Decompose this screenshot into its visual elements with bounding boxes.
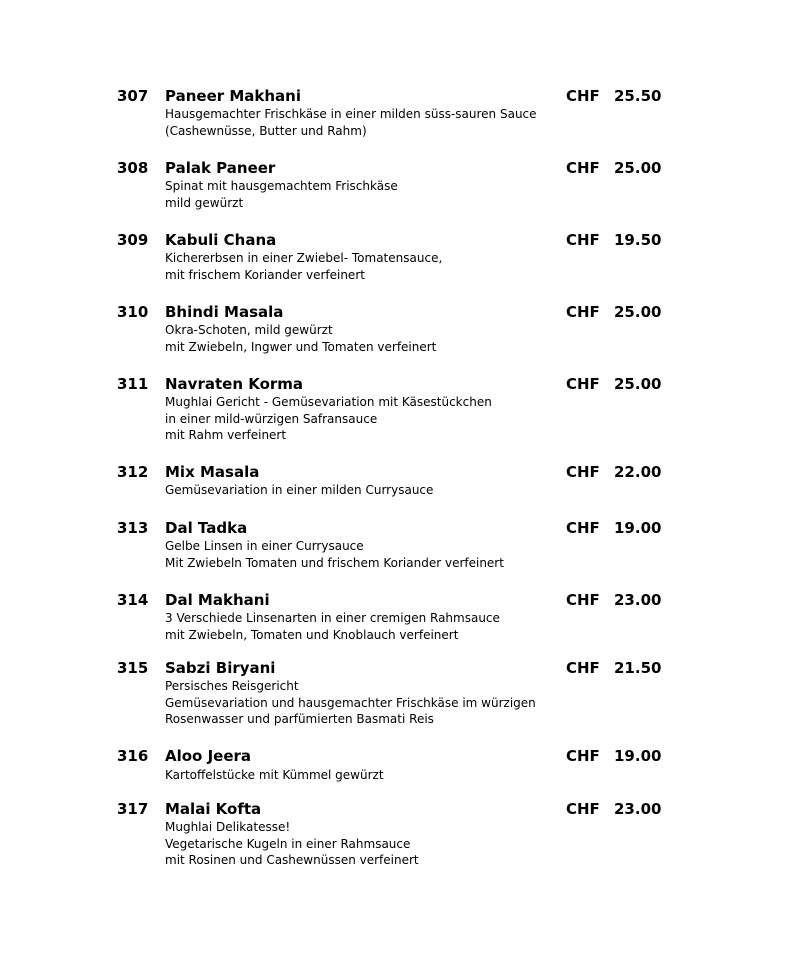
- description-line: Gelbe Linsen in einer Currysauce: [165, 539, 364, 553]
- description-line: 3 Verschiede Linsenarten in einer cremigen Rahmsauce: [165, 611, 500, 625]
- item-price: 19.50: [614, 231, 662, 249]
- item-price: 25.50: [614, 87, 662, 105]
- description-line: mit Rahm verfeinert: [165, 428, 287, 442]
- item-number: 309: [117, 231, 149, 249]
- item-price: 19.00: [614, 519, 662, 537]
- description-line: Persisches Reisgericht: [165, 679, 299, 693]
- item-price: 21.50: [614, 659, 662, 677]
- description-line: Kartoffelstücke mit Kümmel gewürzt: [165, 768, 384, 782]
- item-name: Malai Kofta: [165, 800, 262, 818]
- description-line: mit Rosinen und Cashewnüssen verfeinert: [165, 853, 419, 867]
- item-name: Navraten Korma: [165, 375, 304, 393]
- description-line: mit frischem Koriander verfeinert: [165, 267, 365, 282]
- item-description: [165, 819, 419, 869]
- item-price: 23.00: [614, 800, 662, 818]
- item-description: [165, 610, 500, 643]
- item-number: 316: [117, 747, 149, 765]
- item-currency: CHF: [566, 800, 600, 818]
- item-number: 314: [117, 591, 149, 609]
- description-line: Hausgemachter Frischkäse in einer milden süss-sauren Sauce: [165, 107, 537, 121]
- description-line: Kichererbsen in einer Zwiebel- Tomatensauce,: [165, 251, 443, 265]
- description-line: mit Zwiebeln, Ingwer und Tomaten verfeinert: [165, 339, 437, 354]
- item-price: 19.00: [614, 747, 662, 765]
- item-description: [165, 678, 536, 728]
- item-description: [165, 178, 398, 211]
- item-number: 311: [117, 375, 149, 393]
- item-name: Palak Paneer: [165, 159, 276, 177]
- description-line: mit Zwiebeln, Tomaten und Knoblauch verfeinert: [165, 627, 459, 642]
- item-price: 25.00: [614, 375, 662, 393]
- item-currency: CHF: [566, 231, 600, 249]
- item-currency: CHF: [566, 659, 600, 677]
- description-line: Okra-Schoten, mild gewürzt: [165, 323, 333, 337]
- item-number: 307: [117, 87, 149, 105]
- item-currency: CHF: [566, 87, 600, 105]
- item-currency: CHF: [566, 303, 600, 321]
- item-name: Kabuli Chana: [165, 231, 277, 249]
- description-line: Mit Zwiebeln Tomaten und frischem Koriander verfeinert: [165, 555, 504, 570]
- item-price: 23.00: [614, 591, 662, 609]
- item-currency: CHF: [566, 375, 600, 393]
- item-currency: CHF: [566, 519, 600, 537]
- item-currency: CHF: [566, 591, 600, 609]
- item-description: [165, 250, 442, 283]
- item-name: Paneer Makhani: [165, 87, 302, 105]
- item-name: Aloo Jeera: [165, 747, 252, 765]
- description-line: Vegetarische Kugeln in einer Rahmsauce: [165, 836, 411, 851]
- item-number: 315: [117, 659, 149, 677]
- item-description: [165, 322, 436, 355]
- item-description: [165, 394, 492, 444]
- description-line: Spinat mit hausgemachtem Frischkäse: [165, 179, 398, 193]
- item-name: Bhindi Masala: [165, 303, 284, 321]
- description-line: mild gewürzt: [165, 195, 244, 210]
- item-price: 25.00: [614, 303, 662, 321]
- description-line: Gemüsevariation in einer milden Currysauce: [165, 483, 434, 497]
- item-number: 310: [117, 303, 149, 321]
- item-number: 317: [117, 800, 149, 818]
- item-description: [165, 482, 433, 499]
- description-line: Mughlai Delikatesse!: [165, 820, 291, 834]
- description-line: in einer mild-würzigen Safransauce: [165, 411, 378, 426]
- description-line: Mughlai Gericht - Gemüsevariation mit Käsestückchen: [165, 395, 492, 409]
- item-price: 22.00: [614, 463, 662, 481]
- item-currency: CHF: [566, 159, 600, 177]
- description-line: (Cashewnüsse, Butter und Rahm): [165, 123, 367, 138]
- item-number: 308: [117, 159, 149, 177]
- item-description: [165, 106, 537, 139]
- item-name: Dal Makhani: [165, 591, 270, 609]
- item-number: 312: [117, 463, 149, 481]
- item-currency: CHF: [566, 463, 600, 481]
- item-name: Mix Masala: [165, 463, 260, 481]
- item-description: [165, 538, 504, 571]
- description-line: Rosenwasser und parfümierten Basmati Reis: [165, 712, 434, 726]
- item-price: 25.00: [614, 159, 662, 177]
- description-line: Gemüsevariation und hausgemachter Frischkäse im würzigen: [165, 695, 536, 710]
- item-description: [165, 767, 384, 784]
- item-number: 313: [117, 519, 149, 537]
- item-name: Sabzi Biryani: [165, 659, 276, 677]
- item-currency: CHF: [566, 747, 600, 765]
- item-name: Dal Tadka: [165, 519, 248, 537]
